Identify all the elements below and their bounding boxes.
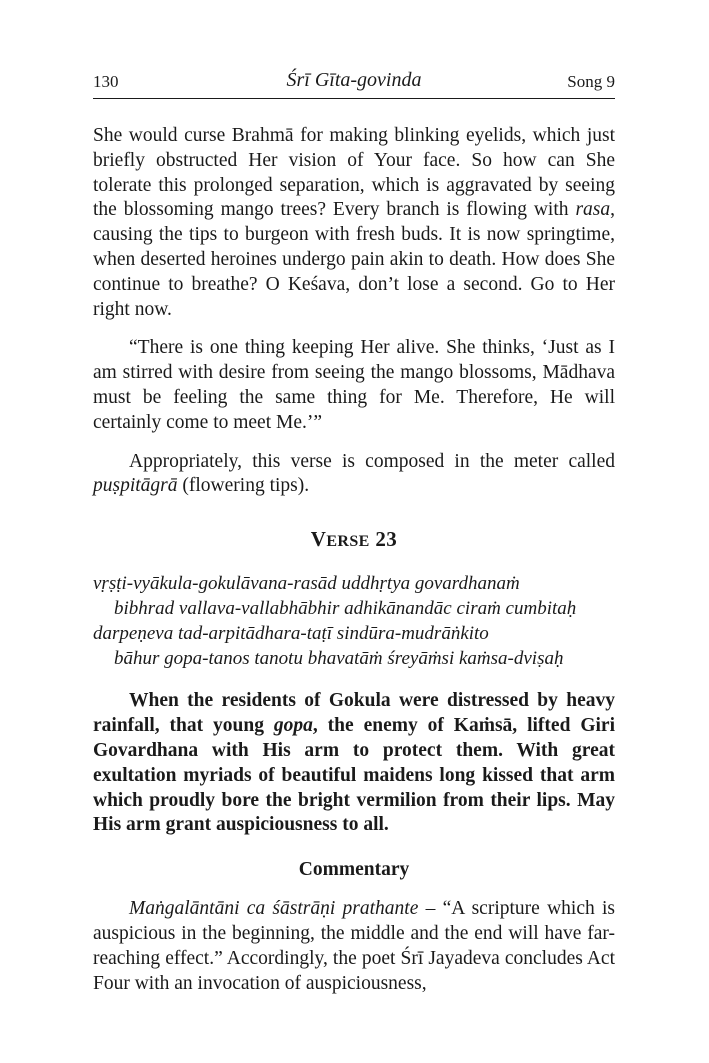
verse-heading — [93, 527, 615, 552]
translation-text-b: , the enemy of Kaṁsā, lifted Giri Govardhana with His arm to protect them. With great exultation myriads of beautiful maidens long kissed that arm which proudly bore the bright vermilion from their lips. May His arm grant auspiciousness to all. — [93, 715, 615, 836]
page-number: 130 — [93, 72, 119, 91]
paragraph-1-text-a: She would curse Brahmā for making blinking eyelids, which just briefly obstructed Her vision of Your face. So how can She tolerate this prolonged separation, which is aggravated by seeing the blossoming mango trees? Every branch is flowing with — [93, 125, 615, 221]
term-puspitagra: puṣpitāgrā — [93, 475, 178, 497]
term-rasa: rasa — [575, 199, 611, 221]
paragraph-3-text-b: (flowering tips). — [177, 475, 310, 497]
term-gopa: gopa — [273, 715, 313, 737]
translation-text-a: When the residents of Gokula were distressed by heavy rainfall, that young — [93, 690, 615, 737]
book-page — [93, 66, 615, 996]
song-label: Song 9 — [567, 72, 615, 91]
verse-translation — [93, 689, 615, 838]
sanskrit-quote: Maṅgalāntāni ca śāstrāṇi prathante — [129, 898, 419, 920]
commentary-heading: Commentary — [298, 859, 410, 881]
verse-heading-initial: V — [310, 527, 327, 552]
paragraph-3-text-a: Appropriately, this verse is composed in the meter called — [129, 450, 615, 472]
verse-number: 23 — [375, 527, 398, 552]
book-title: Śrī Gīta-govinda — [286, 69, 422, 91]
verse-line: bibhrad vallava-vallabhābhir adhikānandāc ciraṁ cumbitaḥ — [114, 597, 577, 619]
verse-heading-rest: ERSE — [326, 533, 370, 551]
verse-line: vṛṣṭi-vyākula-gokulāvana-rasād uddhṛtya govardhanaṁ — [93, 573, 520, 595]
paragraph-1-text-b: , causing the tips to burgeon with fresh buds. It is now springtime, when deserted heroines undergo pain akin to death. How does She continue to breathe? O Keśava, don’t lose a second. Go to Her right now. — [93, 199, 615, 320]
verse-line: bāhur gopa-tanos tanotu bhavatāṁ śreyāṁsi kaṁsa-dviṣaḥ — [114, 647, 564, 669]
running-header — [93, 66, 615, 99]
commentary-text: – “A scripture which is auspicious in the beginning, the middle and the end will have far-reaching effect.” Accordingly, the poet Śrī Jayadeva concludes Act Four with an invocation of auspiciousness, — [93, 898, 615, 994]
sanskrit-verse — [93, 572, 615, 671]
paragraph-separation — [93, 124, 615, 322]
paragraph-keeping-alive: “There is one thing keeping Her alive. She thinks, ‘Just as I am stirred with desire from seeing the mango blossoms, Mādhava must be feeling the same thing for Me. Therefore, He will certainly come to meet Me.’” — [93, 337, 615, 433]
commentary-paragraph — [93, 897, 615, 996]
paragraph-meter — [93, 450, 615, 500]
verse-line: darpeṇeva tad-arpitādhara-taṭī sindūra-mudrāṅkito — [93, 622, 489, 644]
